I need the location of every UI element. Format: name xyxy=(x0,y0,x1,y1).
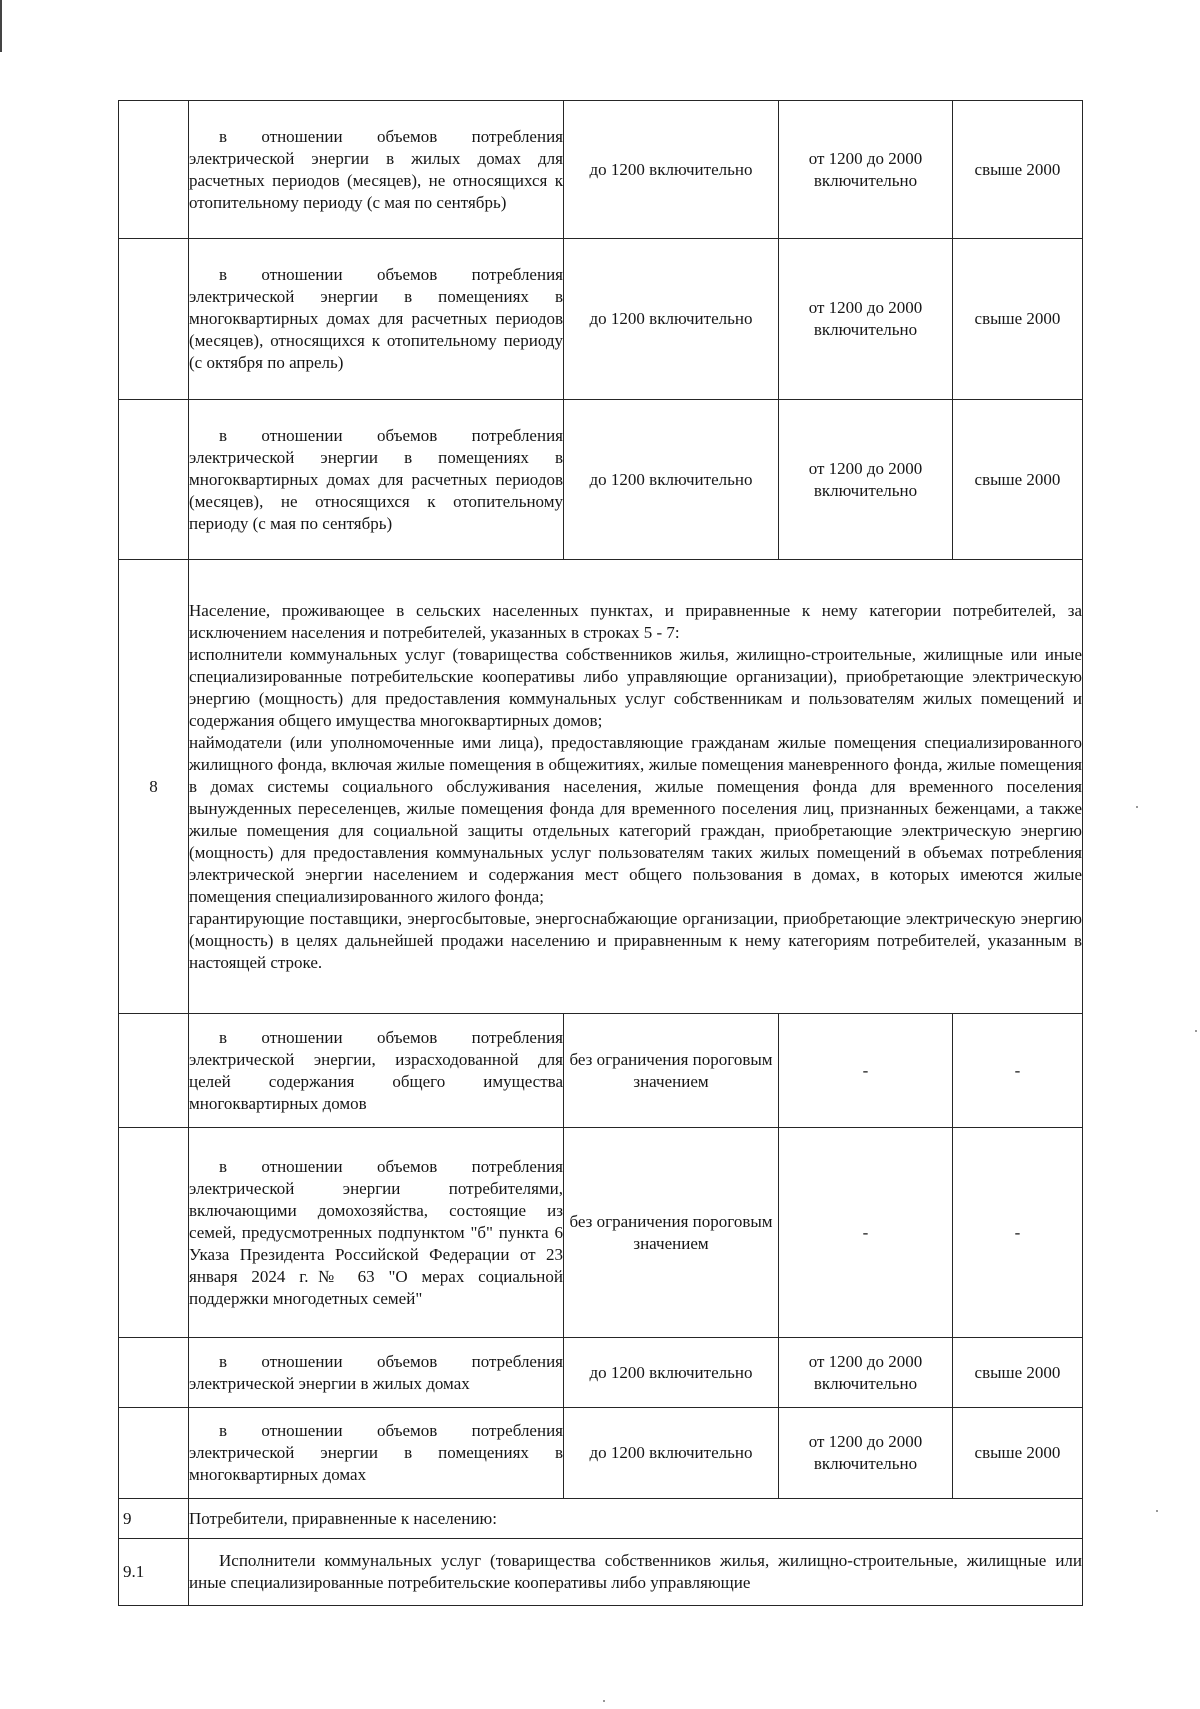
row-8-paragraph: исполнители коммунальных услуг (товарищества собственников жилья, жилищно-строительные, жилищные или иные специализированные потребительские кооперативы либо управляющие организации), приобретающие электрическую энергию (мощность) для предоставления коммунальных услуг собственникам и пользователям жилых помещений и содержания общего имущества многоквартирных домов; xyxy=(189,644,1082,730)
scan-speck xyxy=(1195,1030,1197,1032)
row-number-cell xyxy=(119,400,189,560)
row-description: в отношении объемов потребления электрической энергии в жилых домах xyxy=(189,1351,563,1393)
row-description: в отношении объемов потребления электрической энергии в помещениях в многоквартирных домах для расчетных периодов (месяцев), относящихся к отопительному периоду (с октября по апрель) xyxy=(189,265,563,372)
row-8-paragraph: гарантирующие поставщики, энергосбытовые, энергоснабжающие организации, приобретающие электрическую энергию (мощность) в целях дальнейшей продажи населению и приравненным к нему категориям потребителей, указанным в настоящей строке. xyxy=(189,908,1082,972)
row-description: в отношении объемов потребления электрической энергии в помещениях в многоквартирных домах xyxy=(189,1421,563,1484)
row-number: 9 xyxy=(119,1499,189,1539)
row-number-cell xyxy=(119,1014,189,1128)
row-description-cell xyxy=(189,400,564,560)
row-number-cell xyxy=(119,101,189,239)
table-row xyxy=(119,1338,1083,1408)
row-8-text-cell xyxy=(189,560,1083,1014)
row-number: 8 xyxy=(119,560,189,1014)
row-description-cell xyxy=(189,1408,564,1499)
row-description: в отношении объемов потребления электрической энергии, израсходованной для целей содержания общего имущества многоквартирных домов xyxy=(189,1027,563,1113)
threshold-low-cell: до 1200 включительно xyxy=(564,239,779,400)
row-9-1-text-cell xyxy=(189,1539,1083,1606)
threshold-mid-cell: - xyxy=(779,1014,953,1128)
row-number-cell xyxy=(119,1128,189,1338)
table-row xyxy=(119,1014,1083,1128)
threshold-low-cell: до 1200 включительно xyxy=(564,400,779,560)
threshold-high-cell: свыше 2000 xyxy=(953,239,1083,400)
threshold-low-cell: до 1200 включительно xyxy=(564,1408,779,1499)
row-description-cell xyxy=(189,1128,564,1338)
row-description-cell xyxy=(189,101,564,239)
table-row-9 xyxy=(119,1499,1083,1539)
threshold-mid-cell: от 1200 до 2000 включительно xyxy=(779,400,953,560)
threshold-high-cell: - xyxy=(953,1128,1083,1338)
threshold-mid-cell: от 1200 до 2000 включительно xyxy=(779,239,953,400)
table-row xyxy=(119,239,1083,400)
scan-edge-mark xyxy=(0,0,2,52)
table-row xyxy=(119,1408,1083,1499)
threshold-low-cell: до 1200 включительно xyxy=(564,1338,779,1408)
row-description-cell xyxy=(189,1338,564,1408)
row-description: в отношении объемов потребления электрической энергии в помещениях в многоквартирных домах для расчетных периодов (месяцев), не относящихся к отопительному периоду (с мая по сентябрь) xyxy=(189,425,563,533)
scan-speck xyxy=(1156,1510,1158,1512)
row-description: в отношении объемов потребления электрической энергии в жилых домах для расчетных периодов (месяцев), не относящихся к отопительному периоду (с мая по сентябрь) xyxy=(189,126,563,212)
threshold-mid-cell: от 1200 до 2000 включительно xyxy=(779,1338,953,1408)
table-row xyxy=(119,400,1083,560)
row-number: 9.1 xyxy=(119,1539,189,1606)
threshold-low-cell: без ограничения пороговым значением xyxy=(564,1128,779,1338)
threshold-high-cell: - xyxy=(953,1014,1083,1128)
threshold-high-cell: свыше 2000 xyxy=(953,1338,1083,1408)
row-number-cell xyxy=(119,239,189,400)
threshold-high-cell: свыше 2000 xyxy=(953,1408,1083,1499)
row-description-cell xyxy=(189,1014,564,1128)
table-row-8 xyxy=(119,560,1083,1014)
scan-speck xyxy=(603,1700,605,1702)
threshold-high-cell: свыше 2000 xyxy=(953,101,1083,239)
row-9-1-text: Исполнители коммунальных услуг (товарищества собственников жилья, жилищно-строительные, жилищные или иные специализированные потребительские кооперативы либо управляющие xyxy=(189,1551,1082,1592)
threshold-high-cell: свыше 2000 xyxy=(953,400,1083,560)
scan-speck xyxy=(1136,806,1138,808)
threshold-mid-cell: - xyxy=(779,1128,953,1338)
threshold-low-cell: до 1200 включительно xyxy=(564,101,779,239)
table-row xyxy=(119,101,1083,239)
tariff-table xyxy=(118,100,1083,1606)
threshold-low-cell: без ограничения пороговым значением xyxy=(564,1014,779,1128)
row-8-paragraph: Население, проживающее в сельских населенных пунктах, и приравненные к нему категории потребителей, за исключением населения и потребителей, указанных в строках 5 - 7: xyxy=(189,600,1082,642)
threshold-mid-cell: от 1200 до 2000 включительно xyxy=(779,1408,953,1499)
table-row xyxy=(119,1128,1083,1338)
row-8-paragraph: наймодатели (или уполномоченные ими лица), предоставляющие гражданам жилые помещения специализированного жилищного фонда, включая жилые помещения в общежитиях, жилые помещения маневренного фонда, жилые помещения в домах системы социального обслуживания населения, жилые помещения фонда для временного поселения вынужденных переселенцев, жилые помещения фонда для временного поселения лиц, признанных беженцами, а также жилые помещения для социальной защиты отдельных категорий граждан, приобретающие электрическую энергию (мощность) для предоставления коммунальных услуг пользователям таких жилых помещений в объемах потребления электрической энергии населением и содержания мест общего пользования в домах, в которых имеются жилые помещения специализированного жилого фонда; xyxy=(189,732,1082,906)
row-9-text-cell: Потребители, приравненные к населению: xyxy=(189,1499,1083,1539)
row-description-cell xyxy=(189,239,564,400)
row-description: в отношении объемов потребления электрической энергии потребителями, включающими домохозяйства, состоящие из семей, предусмотренных подпунктом "б" пункта 6 Указа Президента Российской Федерации от 23 января 2024 г.№ 63 "О мерах социальной поддержки многодетных семей" xyxy=(189,1156,563,1308)
row-number-cell xyxy=(119,1338,189,1408)
threshold-mid-cell: от 1200 до 2000 включительно xyxy=(779,101,953,239)
table-row-9-1 xyxy=(119,1539,1083,1606)
row-number-cell xyxy=(119,1408,189,1499)
